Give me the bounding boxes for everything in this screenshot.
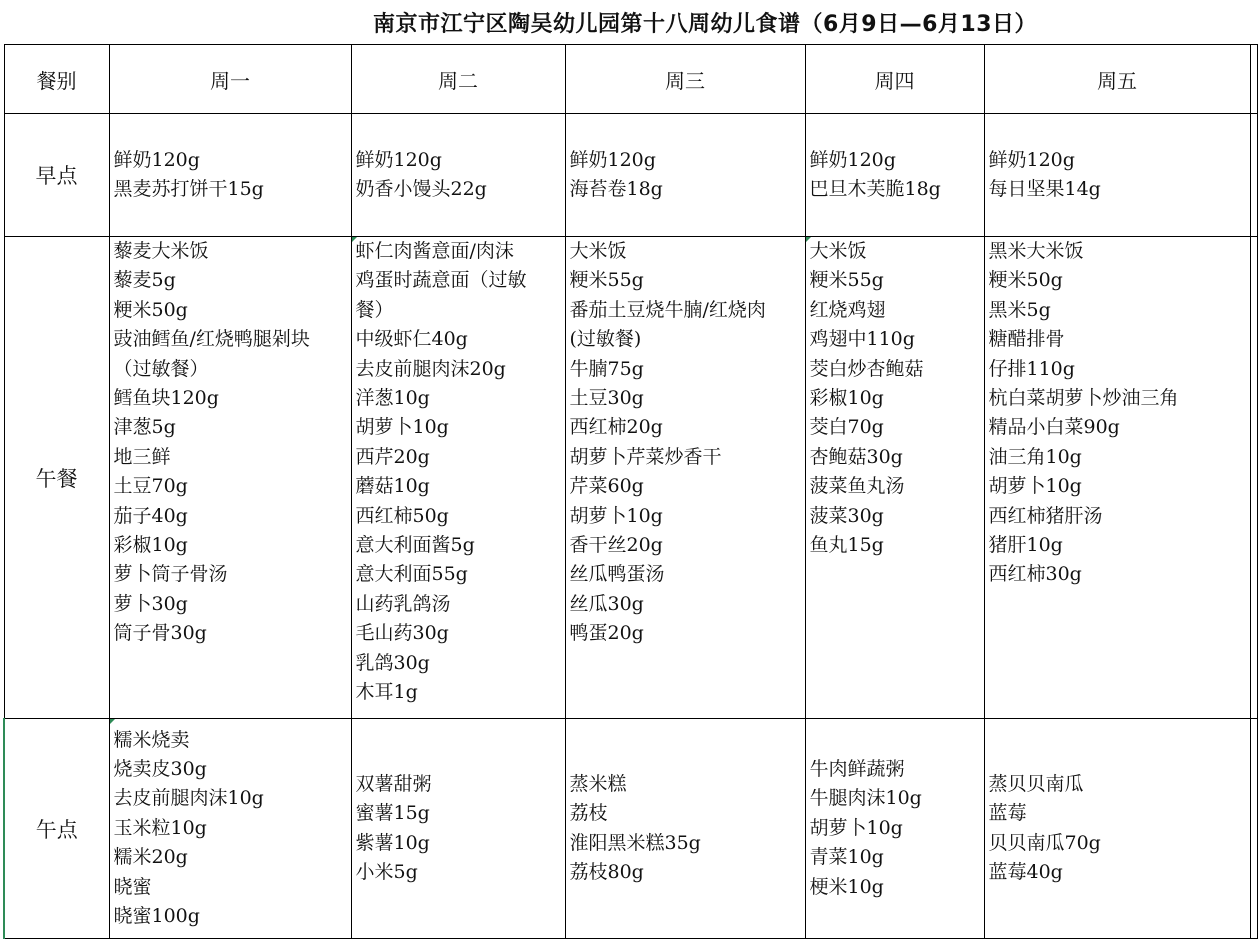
- food-item: 猪肝10g: [988, 534, 1063, 557]
- food-item: 油三角10g: [988, 445, 1082, 468]
- edge-cell: [1250, 45, 1257, 114]
- food-item: 蓝莓: [988, 802, 1027, 825]
- food-item: 丝瓜30g: [569, 592, 644, 615]
- food-item: 奶香小馒头22g: [355, 178, 487, 200]
- food-item: 精品小白菜90g: [988, 416, 1120, 439]
- menu-cell: [805, 114, 984, 237]
- food-item: 意大利面55g: [355, 563, 468, 586]
- food-item: (过敏餐): [569, 328, 642, 351]
- menu-cell: [805, 237, 984, 719]
- meal-type-header: 餐别: [4, 45, 109, 114]
- food-item: 土豆70g: [113, 475, 188, 498]
- food-item: 丝瓜鸭蛋汤: [569, 563, 665, 586]
- food-item: 蓝莓40g: [988, 860, 1063, 883]
- food-item: 晓蜜: [113, 875, 152, 898]
- menu-cell: [984, 237, 1250, 719]
- food-item: 乳鸽30g: [355, 651, 430, 674]
- food-item: 糯米烧卖: [113, 728, 190, 751]
- menu-cell: [109, 114, 351, 237]
- food-item: 茭白炒杏鲍菇: [809, 357, 924, 380]
- food-item: 意大利面酱5g: [355, 534, 475, 557]
- food-item: 胡萝卜10g: [355, 416, 449, 439]
- food-item: 津葱5g: [113, 416, 176, 439]
- food-item: 大米饭: [809, 240, 867, 262]
- food-item: 餐）: [355, 298, 394, 321]
- food-item: 山药乳鸽汤: [355, 592, 451, 615]
- food-item: 淮阳黑米糕35g: [569, 831, 701, 854]
- menu-cell: [565, 719, 805, 939]
- menu-cell: [565, 114, 805, 237]
- food-item: 番茄土豆烧牛腩/红烧肉: [569, 298, 766, 321]
- food-item: 杭白菜胡萝卜炒油三角: [988, 387, 1179, 410]
- food-item: 牛腩75g: [569, 357, 644, 380]
- edge-cell: [1250, 719, 1257, 939]
- food-item: 藜麦5g: [113, 269, 176, 292]
- food-item: 贝贝南瓜70g: [988, 831, 1101, 854]
- day-header-mon: 周一: [109, 45, 351, 114]
- food-item: 巴旦木芙脆18g: [809, 178, 941, 200]
- food-item: 菠菜鱼丸汤: [809, 475, 905, 498]
- food-item: 粳米55g: [569, 269, 644, 292]
- food-item: 胡萝卜10g: [809, 816, 903, 839]
- menu-cell: [805, 719, 984, 939]
- food-item: 仔排110g: [988, 357, 1075, 380]
- food-item: 双薯甜粥: [355, 772, 432, 795]
- edge-cell: [1250, 114, 1257, 237]
- food-item: 黑麦苏打饼干15g: [113, 178, 264, 200]
- menu-cell: [351, 719, 565, 939]
- food-item: 蜜薯15g: [355, 802, 430, 825]
- food-item: 紫薯10g: [355, 831, 430, 854]
- food-item: 晓蜜100g: [113, 905, 200, 928]
- food-item: 蒸贝贝南瓜: [988, 772, 1084, 795]
- food-item: 藜麦大米饭: [113, 240, 209, 262]
- food-item: 虾仁肉酱意面/肉沫: [355, 240, 514, 262]
- food-item: 西芹20g: [355, 445, 430, 468]
- food-item: 烧卖皮30g: [113, 757, 207, 780]
- food-item: 牛肉鲜蔬粥: [809, 757, 905, 780]
- food-item: 粳米50g: [988, 269, 1063, 292]
- day-header-tue: 周二: [351, 45, 565, 114]
- page-title: 南京市江宁区陶吴幼儿园第十八周幼儿食谱（6月9日—6月13日）: [372, 11, 1038, 37]
- meal-row-snack: [4, 719, 1257, 939]
- food-item: 西红柿50g: [355, 504, 449, 527]
- food-item: 中级虾仁40g: [355, 328, 468, 351]
- food-item: 茭白70g: [809, 416, 884, 439]
- food-item: 每日坚果14g: [988, 178, 1101, 200]
- food-item: 红烧鸡翅: [809, 298, 886, 321]
- food-item: 荔枝80g: [569, 860, 644, 883]
- food-item: 胡萝卜10g: [988, 475, 1082, 498]
- food-item: 菠菜30g: [809, 504, 884, 527]
- edge-cell: [1250, 237, 1257, 719]
- food-item: 鱼丸15g: [809, 534, 884, 557]
- food-item: 蘑菇10g: [355, 475, 430, 498]
- food-item: 洋葱10g: [355, 387, 430, 410]
- food-item: （过敏餐）: [113, 357, 209, 380]
- food-item: 黑米大米饭: [988, 240, 1084, 262]
- food-item: 梗米10g: [809, 875, 884, 898]
- menu-cell: [109, 719, 351, 939]
- food-item: 大米饭: [569, 240, 627, 262]
- food-item: 木耳1g: [355, 681, 418, 704]
- food-item: 西红柿20g: [569, 416, 663, 439]
- food-item: 去皮前腿肉沫10g: [113, 787, 264, 810]
- menu-cell: [109, 237, 351, 719]
- menu-table: [3, 44, 1258, 939]
- food-item: 蒸米糕: [569, 772, 627, 795]
- meal-label: 早点: [4, 114, 109, 237]
- food-item: 粳米55g: [809, 269, 884, 292]
- food-item: 西红柿30g: [988, 563, 1082, 586]
- meal-row-breakfast: [4, 114, 1257, 237]
- food-item: 土豆30g: [569, 387, 644, 410]
- food-item: 海苔卷18g: [569, 178, 663, 200]
- food-item: 胡萝卜10g: [569, 504, 663, 527]
- food-item: 鸡蛋时蔬意面（过敏: [355, 269, 527, 292]
- food-item: 牛腿肉沫10g: [809, 787, 922, 810]
- food-item: 鲜奶120g: [809, 148, 896, 171]
- food-item: 彩椒10g: [113, 534, 188, 557]
- food-item: 玉米粒10g: [113, 816, 207, 839]
- food-item: 鲜奶120g: [113, 148, 200, 171]
- menu-cell: [351, 114, 565, 237]
- food-item: 鲜奶120g: [988, 148, 1075, 171]
- meal-label: 午餐: [4, 237, 109, 719]
- food-item: 荔枝: [569, 802, 608, 825]
- food-item: 豉油鳕鱼/红烧鸭腿剁块: [113, 328, 310, 351]
- food-item: 毛山药30g: [355, 622, 449, 645]
- food-item: 茄子40g: [113, 504, 188, 527]
- food-item: 鳕鱼块120g: [113, 387, 219, 410]
- day-header-wed: 周三: [565, 45, 805, 114]
- food-item: 青菜10g: [809, 846, 884, 869]
- food-item: 萝卜筒子骨汤: [113, 563, 228, 586]
- menu-cell: [984, 114, 1250, 237]
- food-item: 鲜奶120g: [569, 148, 656, 171]
- food-item: 西红柿猪肝汤: [988, 504, 1103, 527]
- food-item: 胡萝卜芹菜炒香干: [569, 445, 722, 468]
- food-item: 芹菜60g: [569, 475, 644, 498]
- food-item: 糯米20g: [113, 846, 188, 869]
- food-item: 去皮前腿肉沫20g: [355, 357, 506, 380]
- food-item: 鸭蛋20g: [569, 622, 644, 645]
- food-item: 萝卜30g: [113, 592, 188, 615]
- food-item: 小米5g: [355, 860, 418, 883]
- meal-label: 午点: [4, 719, 109, 939]
- meal-row-lunch: [4, 237, 1257, 719]
- header-row: [4, 45, 1257, 114]
- menu-cell: [565, 237, 805, 719]
- menu-cell: [351, 237, 565, 719]
- food-item: 鲜奶120g: [355, 148, 442, 171]
- food-item: 杏鲍菇30g: [809, 445, 903, 468]
- food-item: 地三鲜: [113, 445, 171, 468]
- food-item: 彩椒10g: [809, 387, 884, 410]
- food-item: 黑米5g: [988, 298, 1051, 321]
- food-item: 鸡翅中110g: [809, 328, 915, 351]
- food-item: 筒子骨30g: [113, 622, 207, 645]
- food-item: 粳米50g: [113, 298, 188, 321]
- day-header-fri: 周五: [984, 45, 1250, 114]
- food-item: 糖醋排骨: [988, 328, 1065, 351]
- menu-cell: [984, 719, 1250, 939]
- food-item: 香干丝20g: [569, 534, 663, 557]
- day-header-thu: 周四: [805, 45, 984, 114]
